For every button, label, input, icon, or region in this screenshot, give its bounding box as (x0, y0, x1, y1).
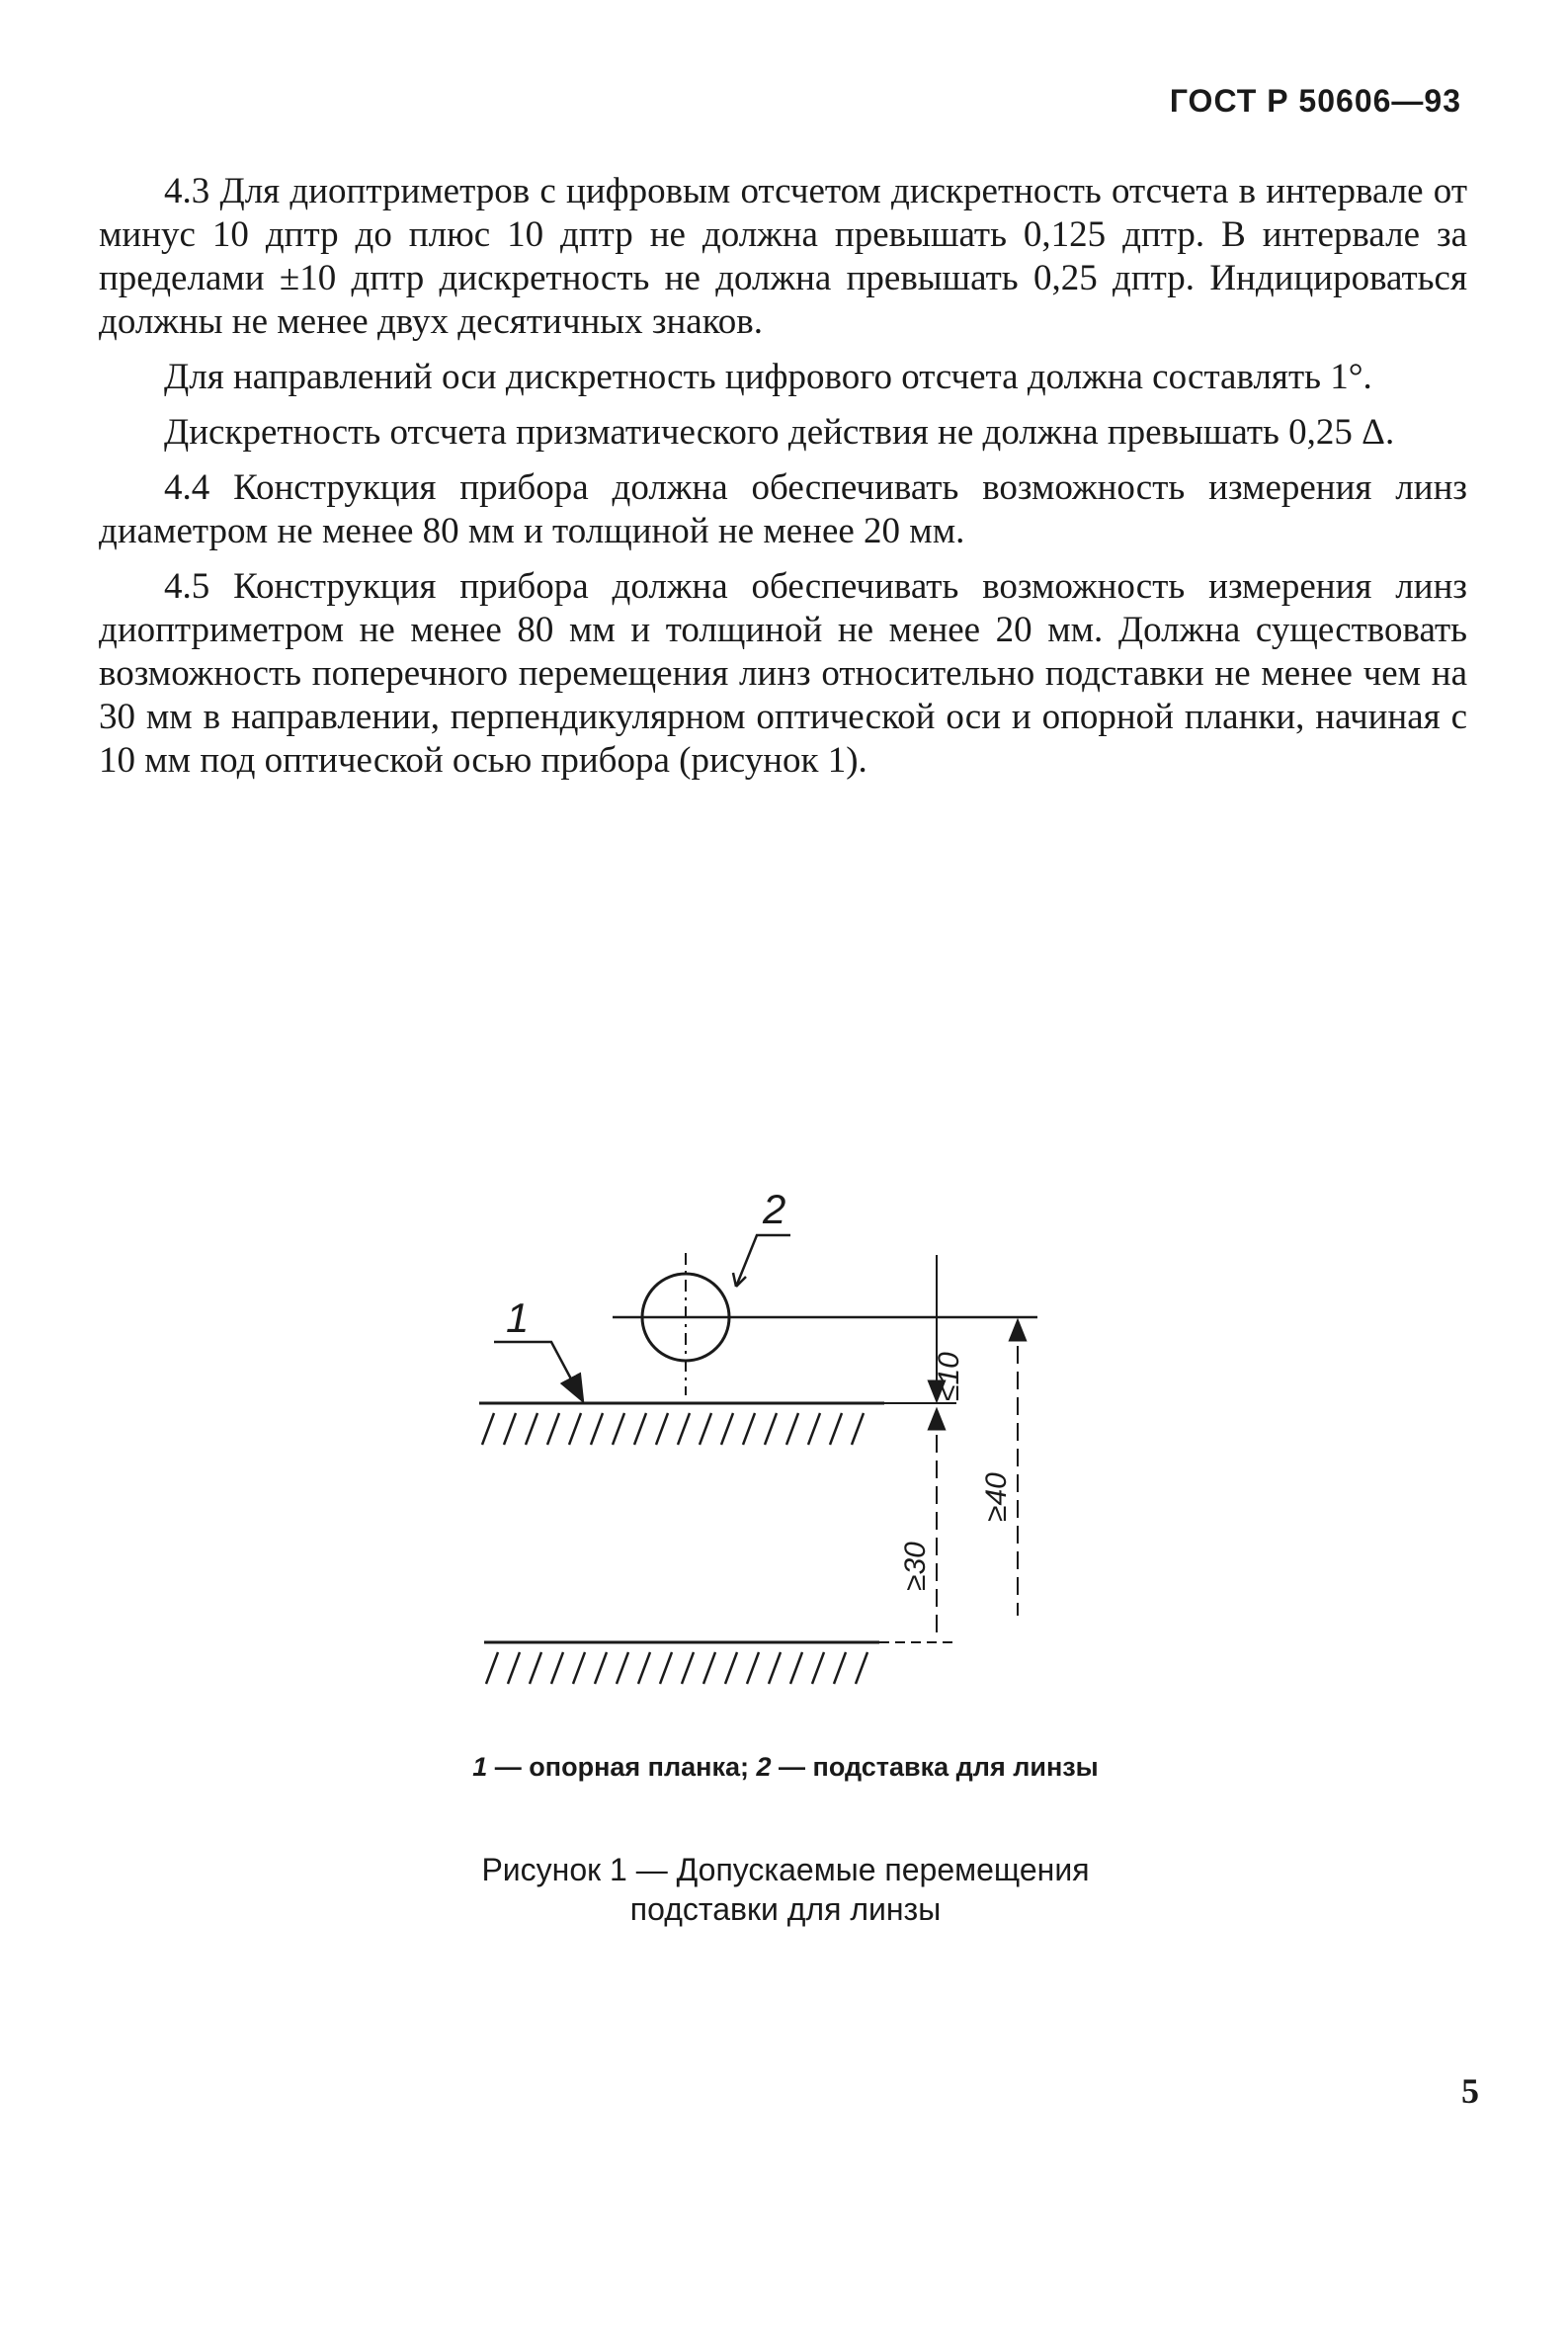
figure-1-drawing (464, 1176, 1077, 1729)
dim-40-text: ≥40 (980, 1472, 1013, 1522)
legend-text-2: — подставка для линзы (779, 1752, 1099, 1782)
paragraph-prism-discreteness: Дискретность отсчета призматического действия не должна превышать 0,25 Δ. (164, 412, 1395, 453)
legend-num-1: 1 (472, 1752, 488, 1782)
figure-1 (464, 1176, 1077, 1729)
support-bar-hatching (482, 1413, 864, 1445)
legend-num-2: 2 (756, 1752, 772, 1782)
dim-30-text: ≥30 (899, 1542, 932, 1591)
legend-text-1: — опорная планка; (494, 1752, 749, 1782)
document-header: ГОСТ Р 50606—93 (1169, 83, 1461, 119)
dim-10-text: ≤10 (933, 1352, 965, 1401)
figure-legend (464, 1751, 1107, 1783)
document-body (99, 170, 1467, 794)
paragraph-axis-discreteness: Для направлений оси дискретность цифрового отсчета должна составлять 1°. (164, 357, 1372, 397)
lower-limit-hatching (486, 1652, 867, 1684)
page-number: 5 (1461, 2071, 1479, 2111)
paragraph-4-5: 4.5 Конструкция прибора должна обеспечивать возможность измерения линз диоптриметром не менее 80 мм и толщиной не менее 20 мм. Должна существовать возможность поперечного перемещения линз относительно подставки не менее чем на 30 мм в направлении, перпендикулярном оптической оси и опорной планки, начиная с 10 мм под оптической осью прибора (рисунок 1). (99, 566, 1467, 781)
label-1-leader (494, 1342, 583, 1401)
paragraph-4-4: 4.4 Конструкция прибора должна обеспечивать возможность измерения линз диаметром не менее 80 мм и толщиной не менее 20 мм. (99, 467, 1467, 551)
figure-caption: Рисунок 1 — Допускаемые перемещения подставки для линзы (481, 1852, 1090, 1927)
paragraph-4-3: 4.3 Для диоптриметров с цифровым отсчетом дискретность отсчета в интервале от минус 10 дптр до плюс 10 дптр не должна превышать 0,125 дптр. В интервале за пределами ±10 дптр дискретность не должна превышать 0,25 дптр. Индицироваться должны не менее двух десятичных знаков. (99, 171, 1467, 342)
figure-label-1: 1 (506, 1294, 530, 1341)
figure-label-2: 2 (763, 1186, 786, 1232)
